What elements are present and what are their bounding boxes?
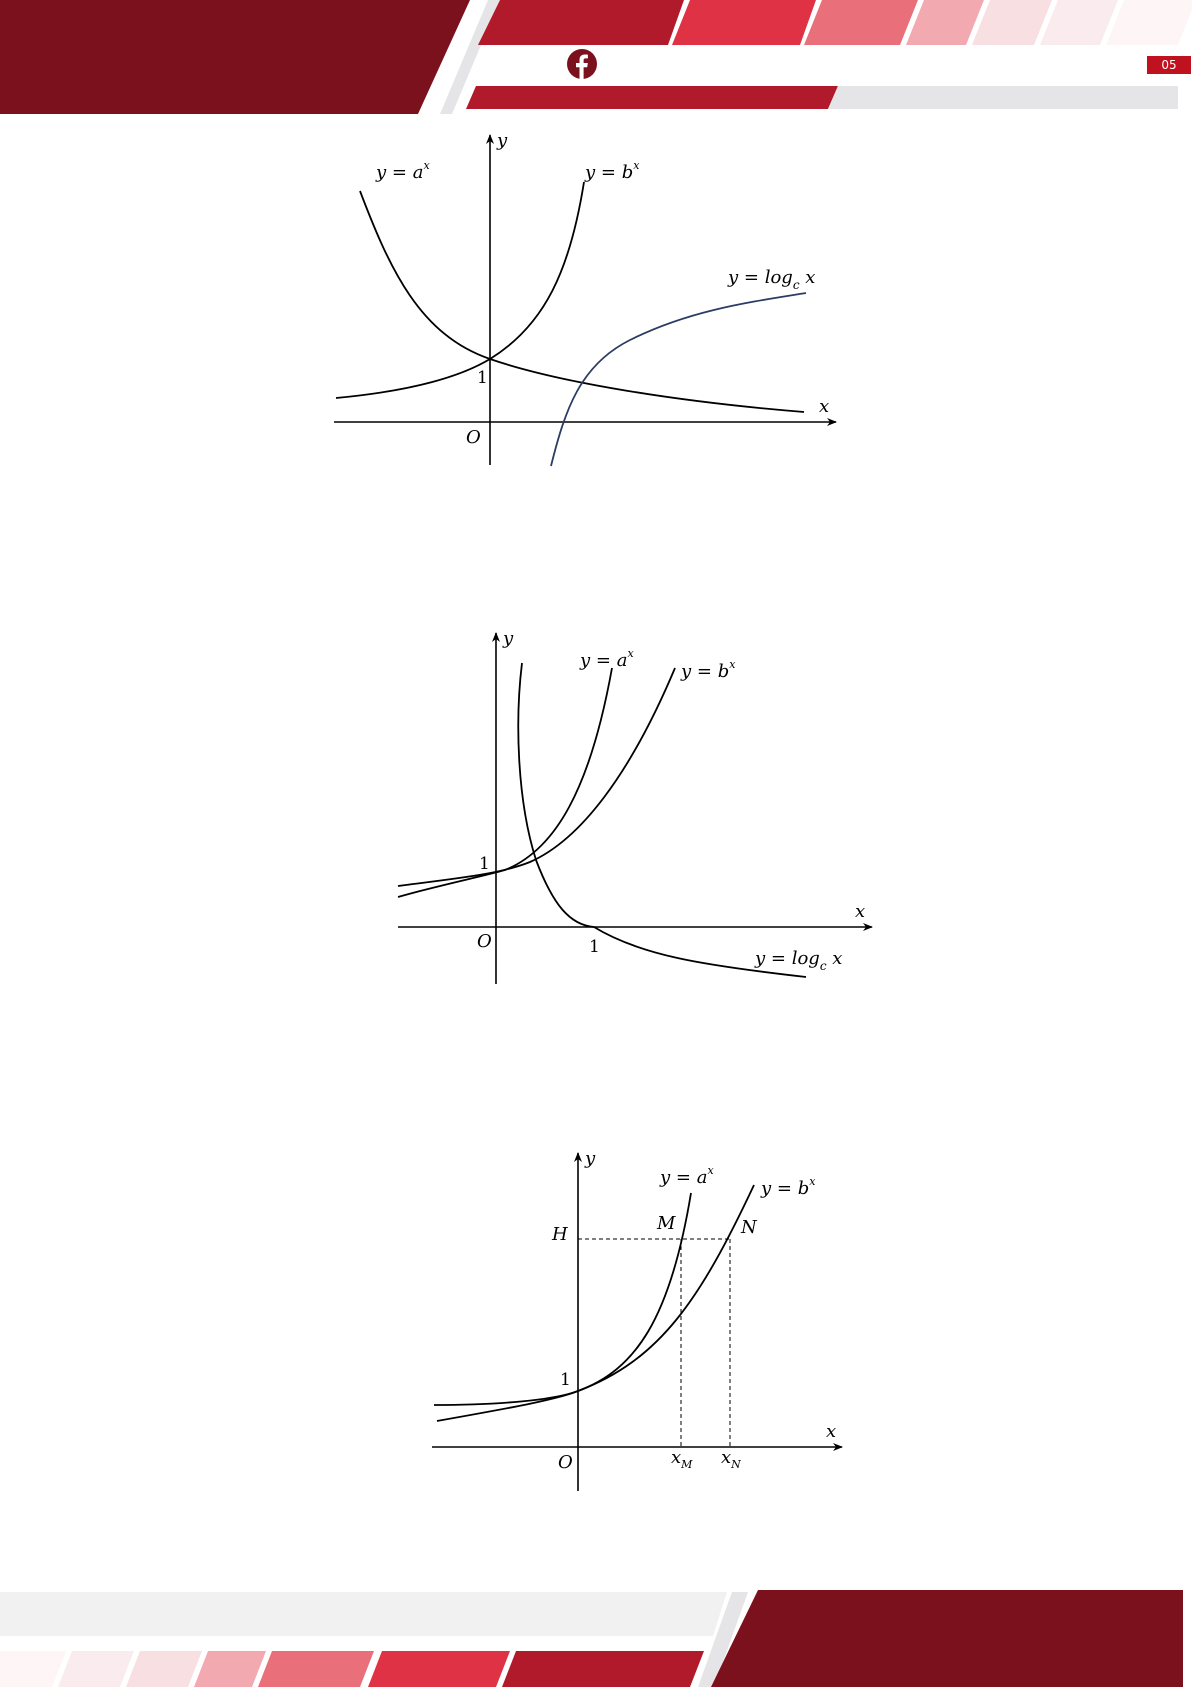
label-m: M — [657, 1213, 676, 1234]
label-h: H — [552, 1224, 568, 1245]
y-axis-label: y — [585, 1148, 596, 1169]
tick-one-x: 1 — [589, 937, 600, 957]
label-x-n: $x_N$ — [721, 1447, 741, 1471]
label-b-x: $y = b^x$ — [681, 658, 736, 682]
label-a-x: $y = a^x$ — [660, 1164, 714, 1188]
label-a-x: $y = a^x$ — [580, 647, 634, 671]
label-a-x: $y = a^x$ — [376, 159, 430, 183]
tick-one: 1 — [477, 368, 488, 388]
label-b-x: $y = b^x$ — [585, 159, 640, 183]
tick-one-y: 1 — [479, 854, 490, 874]
x-axis-label: x — [855, 901, 866, 922]
label-log-c-x: $y = \log_c x$ — [728, 267, 816, 292]
label-b-x: $y = b^x$ — [761, 1175, 816, 1199]
tick-one: 1 — [560, 1370, 571, 1390]
y-axis-label: y — [497, 130, 508, 151]
origin-label: O — [466, 427, 481, 448]
y-axis-label: y — [503, 628, 514, 649]
origin-label: O — [477, 931, 492, 952]
curve-b-x — [437, 1185, 754, 1421]
x-axis-label: x — [826, 1421, 837, 1442]
x-axis-label: x — [819, 396, 830, 417]
origin-label: O — [558, 1452, 573, 1473]
page-number-badge: 05 — [1147, 56, 1191, 74]
label-log-c-x: $y = \log_c x$ — [755, 948, 843, 973]
label-x-m: $x_M$ — [671, 1447, 693, 1471]
label-n: N — [741, 1217, 757, 1238]
